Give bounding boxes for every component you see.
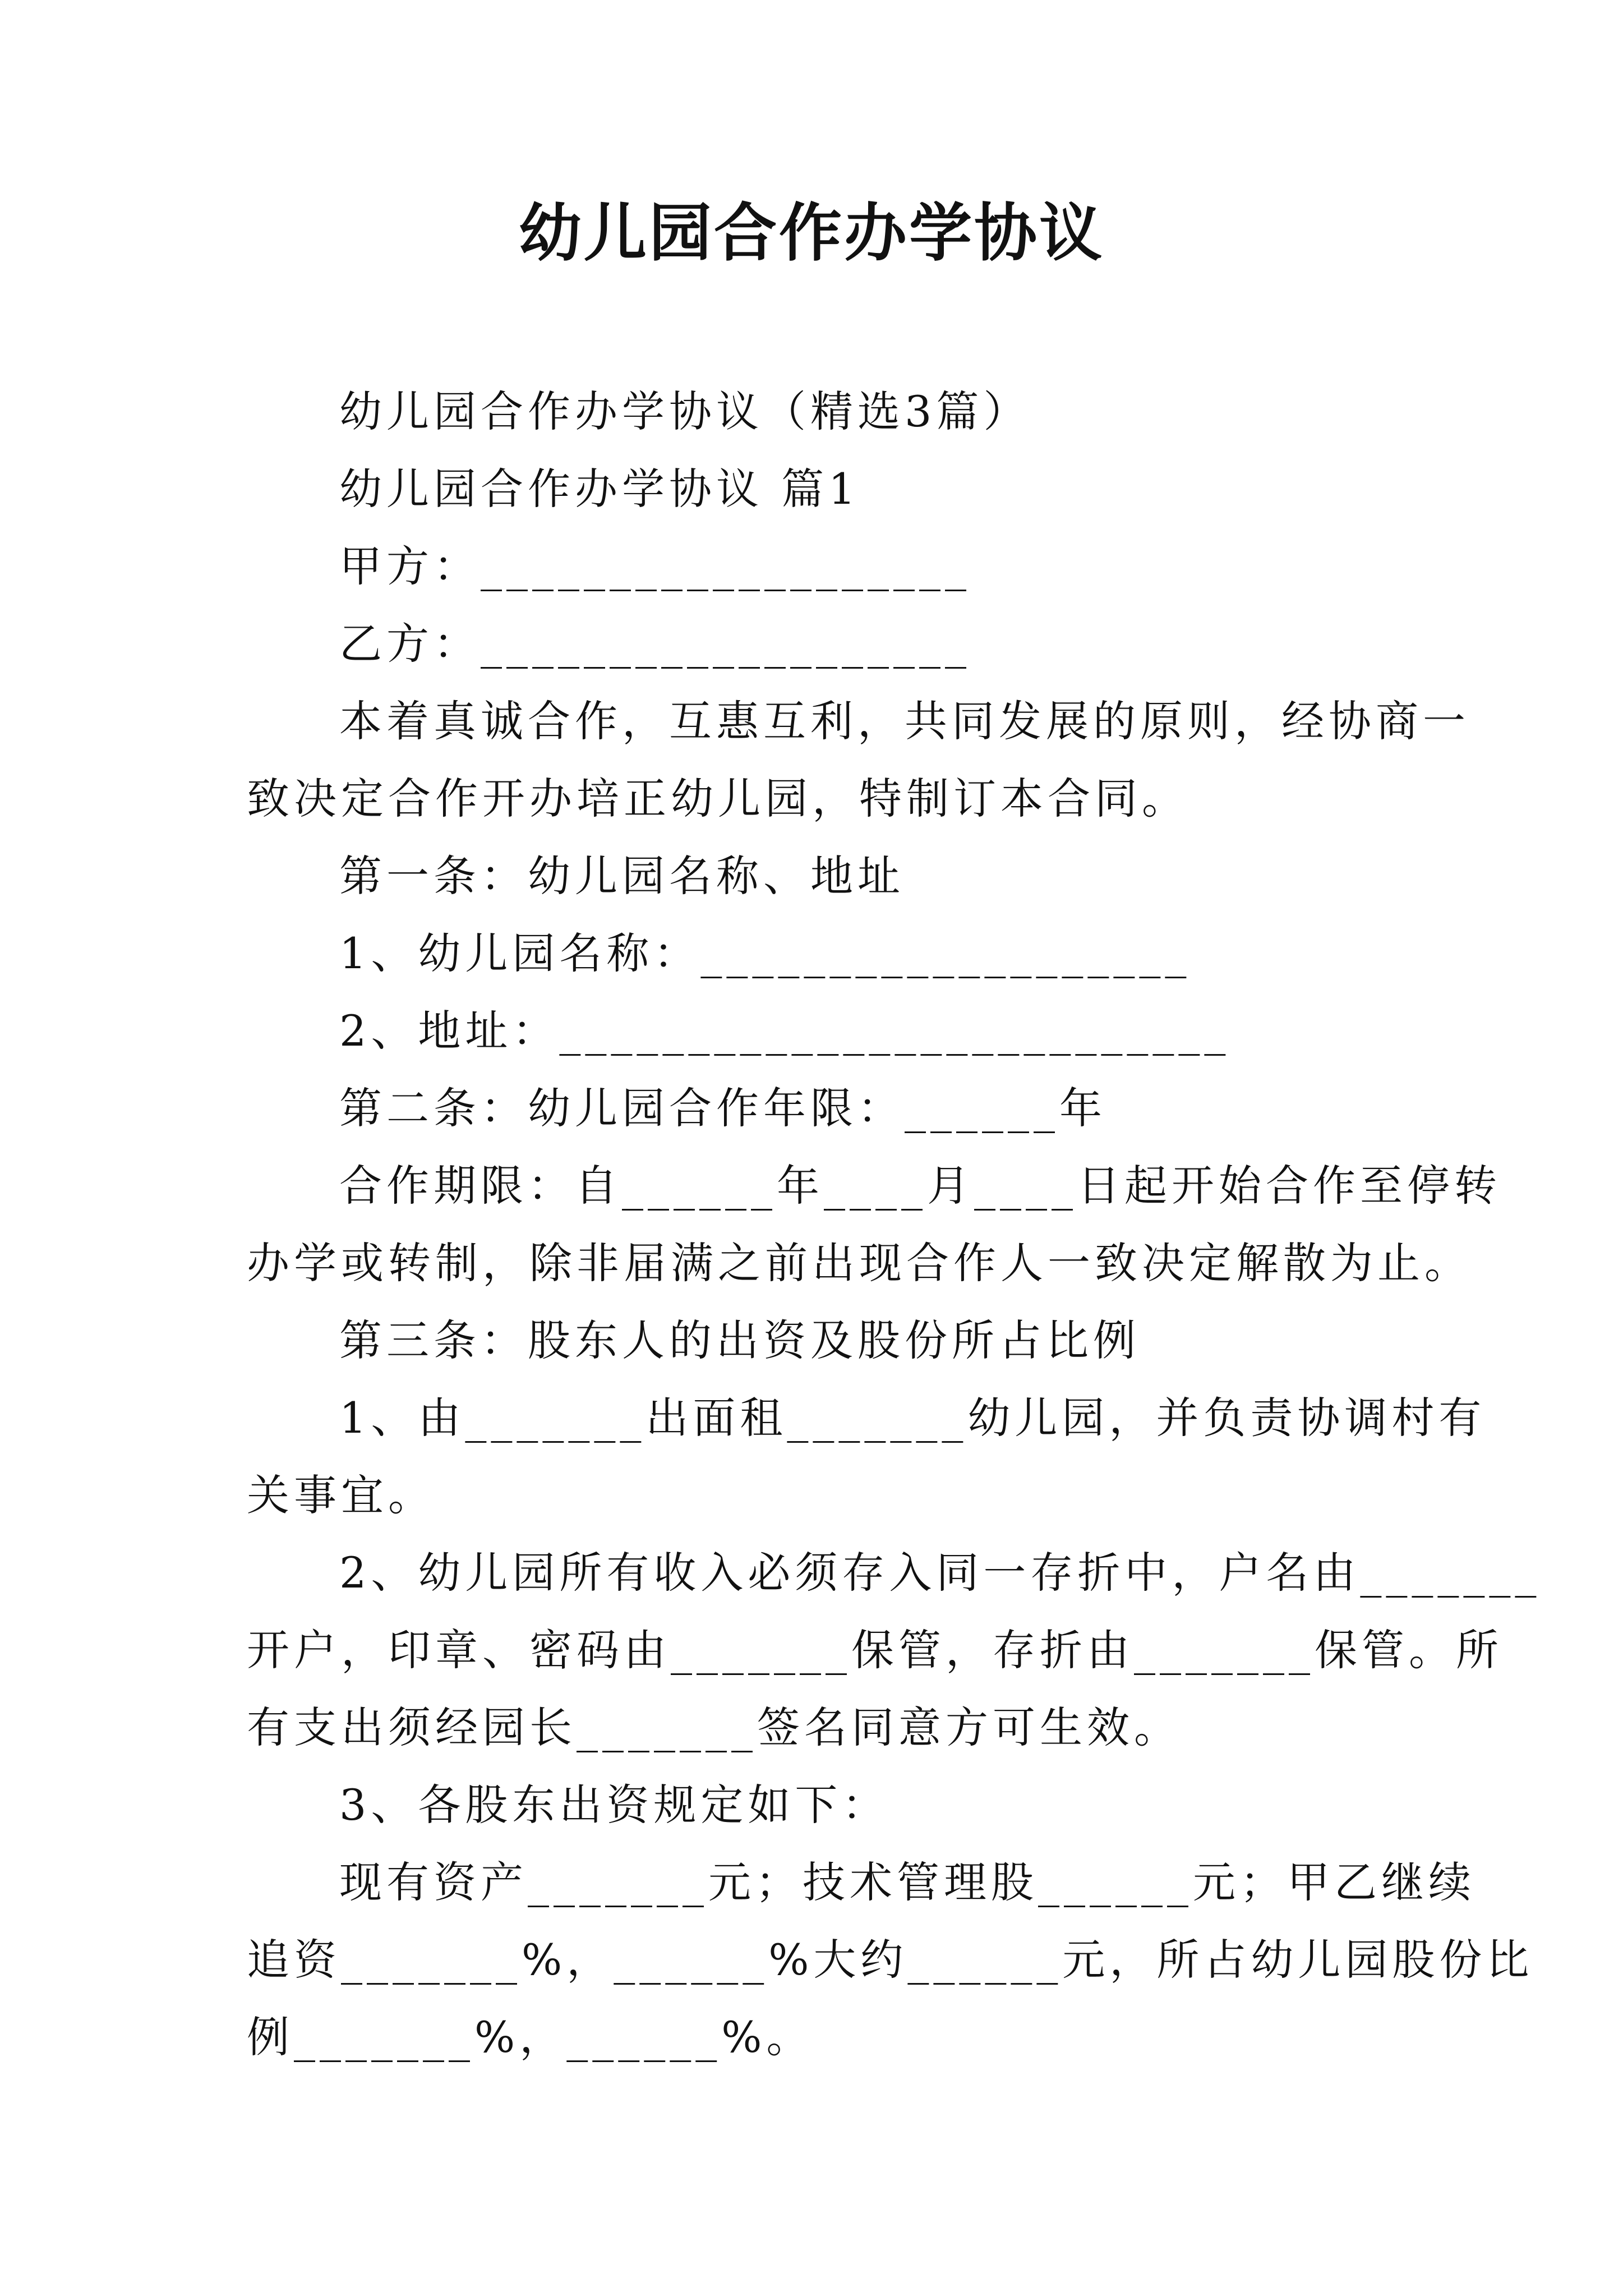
paragraph-line: 3、各股东出资规定如下：	[339, 1780, 889, 1830]
paragraph-line: 合作期限：自______年____月____日起开始合作至停转	[339, 1161, 1501, 1211]
article-heading: 第一条：幼儿园名称、地址	[339, 851, 905, 901]
section-heading: 幼儿园合作办学协议 篇1	[339, 464, 860, 514]
paragraph-line: 例_______%，______%。	[247, 2012, 814, 2062]
party-a-line: 甲方：___________________	[339, 541, 971, 591]
paragraph-line: 办学或转制，除非届满之前出现合作人一致决定解散为止。	[247, 1238, 1472, 1288]
paragraph-line: 2、幼儿园所有收入必须存入同一存折中，户名由_______	[339, 1548, 1541, 1598]
paragraph-line: 1、幼儿园名称：___________________	[339, 928, 1191, 978]
article-heading: 第三条：股东人的出资及股份所占比例	[339, 1315, 1140, 1365]
article-heading: 第二条：幼儿园合作年限：______年	[339, 1083, 1106, 1133]
paragraph-line: 追资_______%，______%大约______元，所占幼儿园股份比	[247, 1935, 1534, 1985]
document-title: 幼儿园合作办学协议	[519, 196, 1104, 270]
subtitle-line: 幼儿园合作办学协议（精选3篇）	[339, 386, 1031, 436]
paragraph-line: 2、地址：__________________________	[339, 1006, 1230, 1056]
paragraph-line: 1、由_______出面租_______幼儿园，并负责协调村有	[339, 1393, 1486, 1443]
paragraph-line: 有支出须经园长_______签名同意方可生效。	[247, 1703, 1181, 1752]
paragraph-line: 现有资产_______元；技术管理股______元；甲乙继续	[339, 1857, 1476, 1907]
paragraph-line: 致决定合作开办培正幼儿园，特制订本合同。	[247, 774, 1189, 823]
paragraph-line: 关事宜。	[247, 1470, 435, 1520]
paragraph-line: 本着真诚合作，互惠互利，共同发展的原则，经协商一	[339, 696, 1470, 746]
paragraph-line: 开户，印章、密码由_______保管，存折由_______保管。所	[247, 1625, 1503, 1675]
party-b-line: 乙方：___________________	[339, 619, 971, 669]
